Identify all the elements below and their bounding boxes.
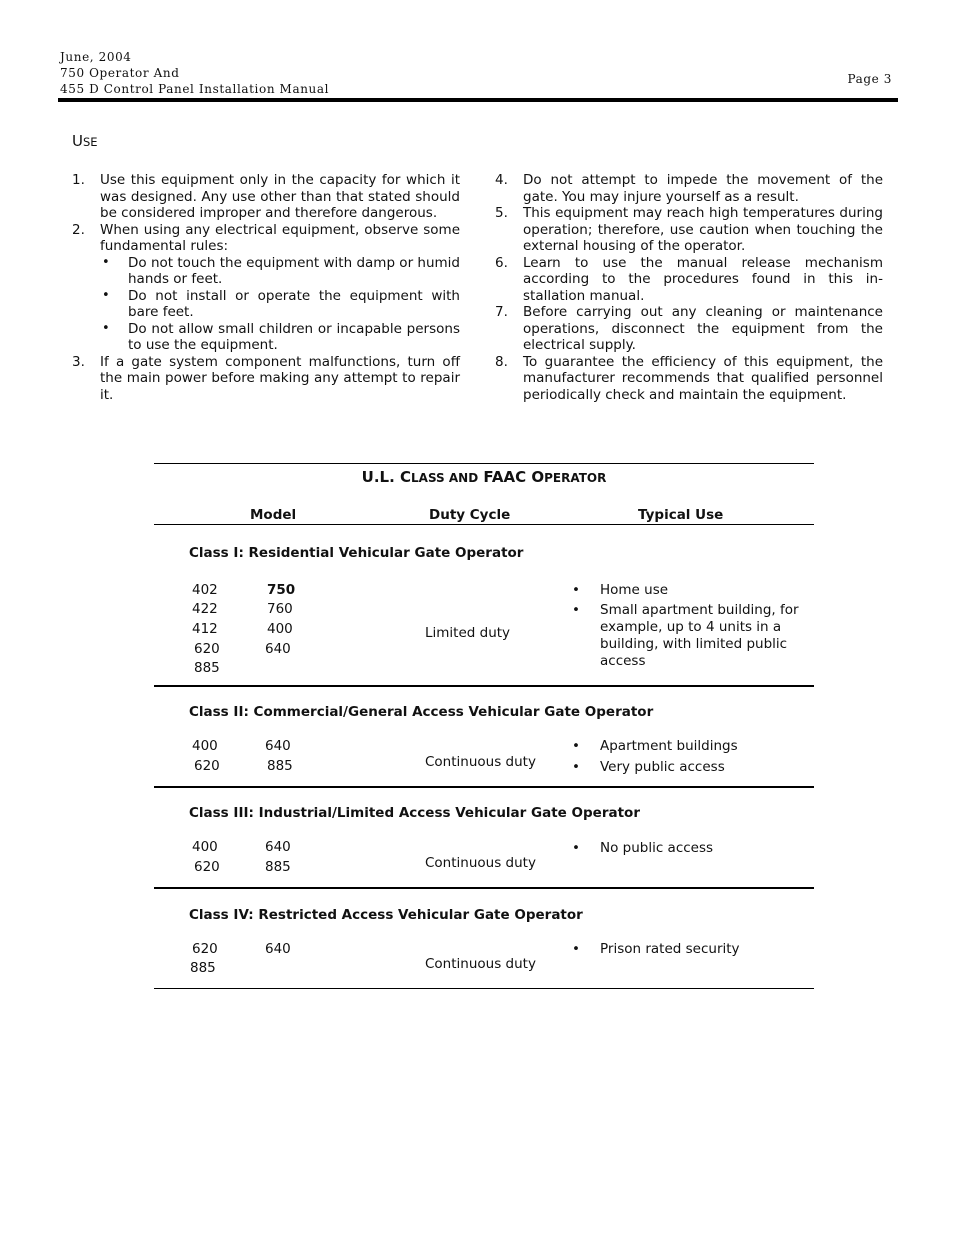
duty-cell: Continuous duty [425, 754, 536, 770]
typical-use-text: Prison rated security [600, 941, 740, 957]
list-item [72, 172, 460, 222]
table-title-c: FAAC O [478, 468, 545, 486]
table-title-a: U.L. C [361, 468, 412, 486]
typical-use-item [572, 602, 812, 670]
class-label: Class IV: Restricted Access Vehicular Gate Operator [189, 907, 583, 923]
model-cell: 400 [192, 839, 218, 855]
item-text: When using any electrical equipment, observe some fundamental rules: [100, 221, 460, 254]
section-title [72, 132, 98, 150]
right-column [495, 172, 883, 403]
typical-use-item [572, 840, 812, 857]
model-cell: 640 [265, 641, 291, 657]
item-number: 4. [495, 172, 508, 188]
bullet-icon: • [572, 759, 580, 775]
typical-use-item [572, 582, 812, 599]
list-item [495, 304, 883, 354]
typical-use-text: Apartment buildings [600, 738, 738, 754]
table-title [154, 468, 814, 486]
class-divider [154, 685, 814, 687]
class-divider [154, 887, 814, 889]
bullet-icon: • [572, 941, 580, 957]
bullet-icon: • [102, 254, 110, 270]
list-item [495, 255, 883, 305]
typical-use-list [572, 582, 812, 670]
item-number: 7. [495, 304, 508, 320]
header-rule [154, 524, 814, 525]
sub-list-item [72, 321, 460, 354]
list-item [495, 354, 883, 404]
model-cell: 620 [194, 641, 220, 657]
table-title-d: PERATOR [544, 471, 607, 485]
typical-use-text: Home use [600, 582, 669, 598]
table-bottom-rule [154, 988, 814, 989]
model-cell: 760 [267, 601, 293, 617]
model-cell: 400 [192, 738, 218, 754]
item-number: 5. [495, 205, 508, 221]
typical-use-item [572, 759, 812, 776]
sub-item-text: Do not allow small children or incapable persons to use the equipment. [128, 320, 460, 353]
section-title-cap: U [72, 132, 83, 150]
typical-use-text: No public access [600, 840, 714, 856]
model-cell: 620 [194, 859, 220, 875]
model-cell: 400 [267, 621, 293, 637]
class-divider [154, 786, 814, 788]
typical-use-text: Small apartment building, for example, up to 4 units in a building, with limited public access [600, 602, 799, 669]
item-number: 3. [72, 353, 85, 370]
column-header-model: Model [250, 507, 297, 523]
column-header-duty: Duty Cycle [429, 507, 511, 523]
model-cell: 620 [194, 758, 220, 774]
typical-use-list [572, 941, 812, 958]
item-number: 1. [72, 172, 85, 188]
item-number: 6. [495, 254, 508, 271]
left-column [72, 172, 460, 403]
model-cell: 885 [265, 859, 291, 875]
model-cell: 885 [267, 758, 293, 774]
item-text: If a gate system component malfunctions, turn off the main power before making any attempt to repair it. [100, 353, 460, 403]
header-manual-title: 455 D Control Panel Installation Manual [60, 82, 330, 96]
bullet-icon: • [102, 287, 110, 303]
bullet-icon: • [102, 320, 110, 336]
item-text: Use this equipment only in the capacity for which it was designed. Any use other than that stated should be considered improper and therefore dangerous. [100, 172, 460, 221]
model-cell-highlight: 750 [267, 582, 296, 598]
model-cell: 640 [265, 738, 291, 754]
section-title-rest: SE [82, 135, 98, 149]
bullet-icon: • [572, 582, 580, 598]
class-label: Class III: Industrial/Limited Access Vehicular Gate Operator [189, 805, 640, 821]
duty-cell: Continuous duty [425, 956, 536, 972]
model-cell: 885 [194, 660, 220, 676]
model-cell: 620 [192, 941, 218, 957]
model-cell: 885 [190, 960, 216, 976]
typical-use-list [572, 738, 812, 776]
sub-item-text: Do not install or operate the equipment with bare feet. [128, 287, 460, 320]
page-number: Page 3 [847, 72, 892, 86]
item-text: Do not attempt to impede the movement of the gate. You may injure yourself as a result. [523, 172, 883, 205]
model-cell: 640 [265, 839, 291, 855]
header-date: June, 2004 [60, 50, 132, 64]
sub-item-text: Do not touch the equipment with damp or humid hands or feet. [128, 254, 460, 287]
item-text: To guarantee the efficiency of this equipment, the manufacturer recommends that qualified personnel periodically check and maintain the equipment. [523, 353, 883, 403]
item-text: Before carrying out any cleaning or maintenance operations, disconnect the equipment from the electrical supply. [523, 304, 883, 353]
bullet-icon: • [572, 602, 580, 618]
list-item [495, 205, 883, 255]
item-number: 2. [72, 221, 85, 238]
column-header-use: Typical Use [638, 507, 724, 523]
document-header [60, 49, 329, 97]
list-item [495, 172, 883, 205]
typical-use-list [572, 840, 812, 857]
class-label: Class I: Residential Vehicular Gate Operator [189, 545, 524, 561]
table-top-rule [154, 463, 814, 464]
list-item [72, 354, 460, 404]
bullet-icon: • [572, 738, 580, 754]
typical-use-text: Very public access [600, 759, 725, 775]
duty-cell: Limited duty [425, 625, 511, 641]
typical-use-item [572, 738, 812, 755]
typical-use-item [572, 941, 812, 958]
model-cell: 422 [192, 601, 218, 617]
bullet-icon: • [572, 840, 580, 856]
model-cell: 412 [192, 621, 218, 637]
model-cell: 640 [265, 941, 291, 957]
list-item [72, 222, 460, 255]
header-rule [58, 98, 898, 102]
item-text: Learn to use the manual release mechanism according to the procedures found in this in-stallation manual. [523, 254, 883, 304]
table-title-b: LASS AND [411, 471, 479, 485]
class-label: Class II: Commercial/General Access Vehicular Gate Operator [189, 704, 654, 720]
item-number: 8. [495, 353, 508, 370]
item-text: This equipment may reach high temperatures during operation; therefore, use caution when touching the external housing of the operator. [523, 205, 883, 254]
duty-cell: Continuous duty [425, 855, 536, 871]
sub-list-item [72, 288, 460, 321]
model-cell: 402 [192, 582, 218, 598]
header-product: 750 Operator And [60, 66, 180, 80]
sub-list-item [72, 255, 460, 288]
